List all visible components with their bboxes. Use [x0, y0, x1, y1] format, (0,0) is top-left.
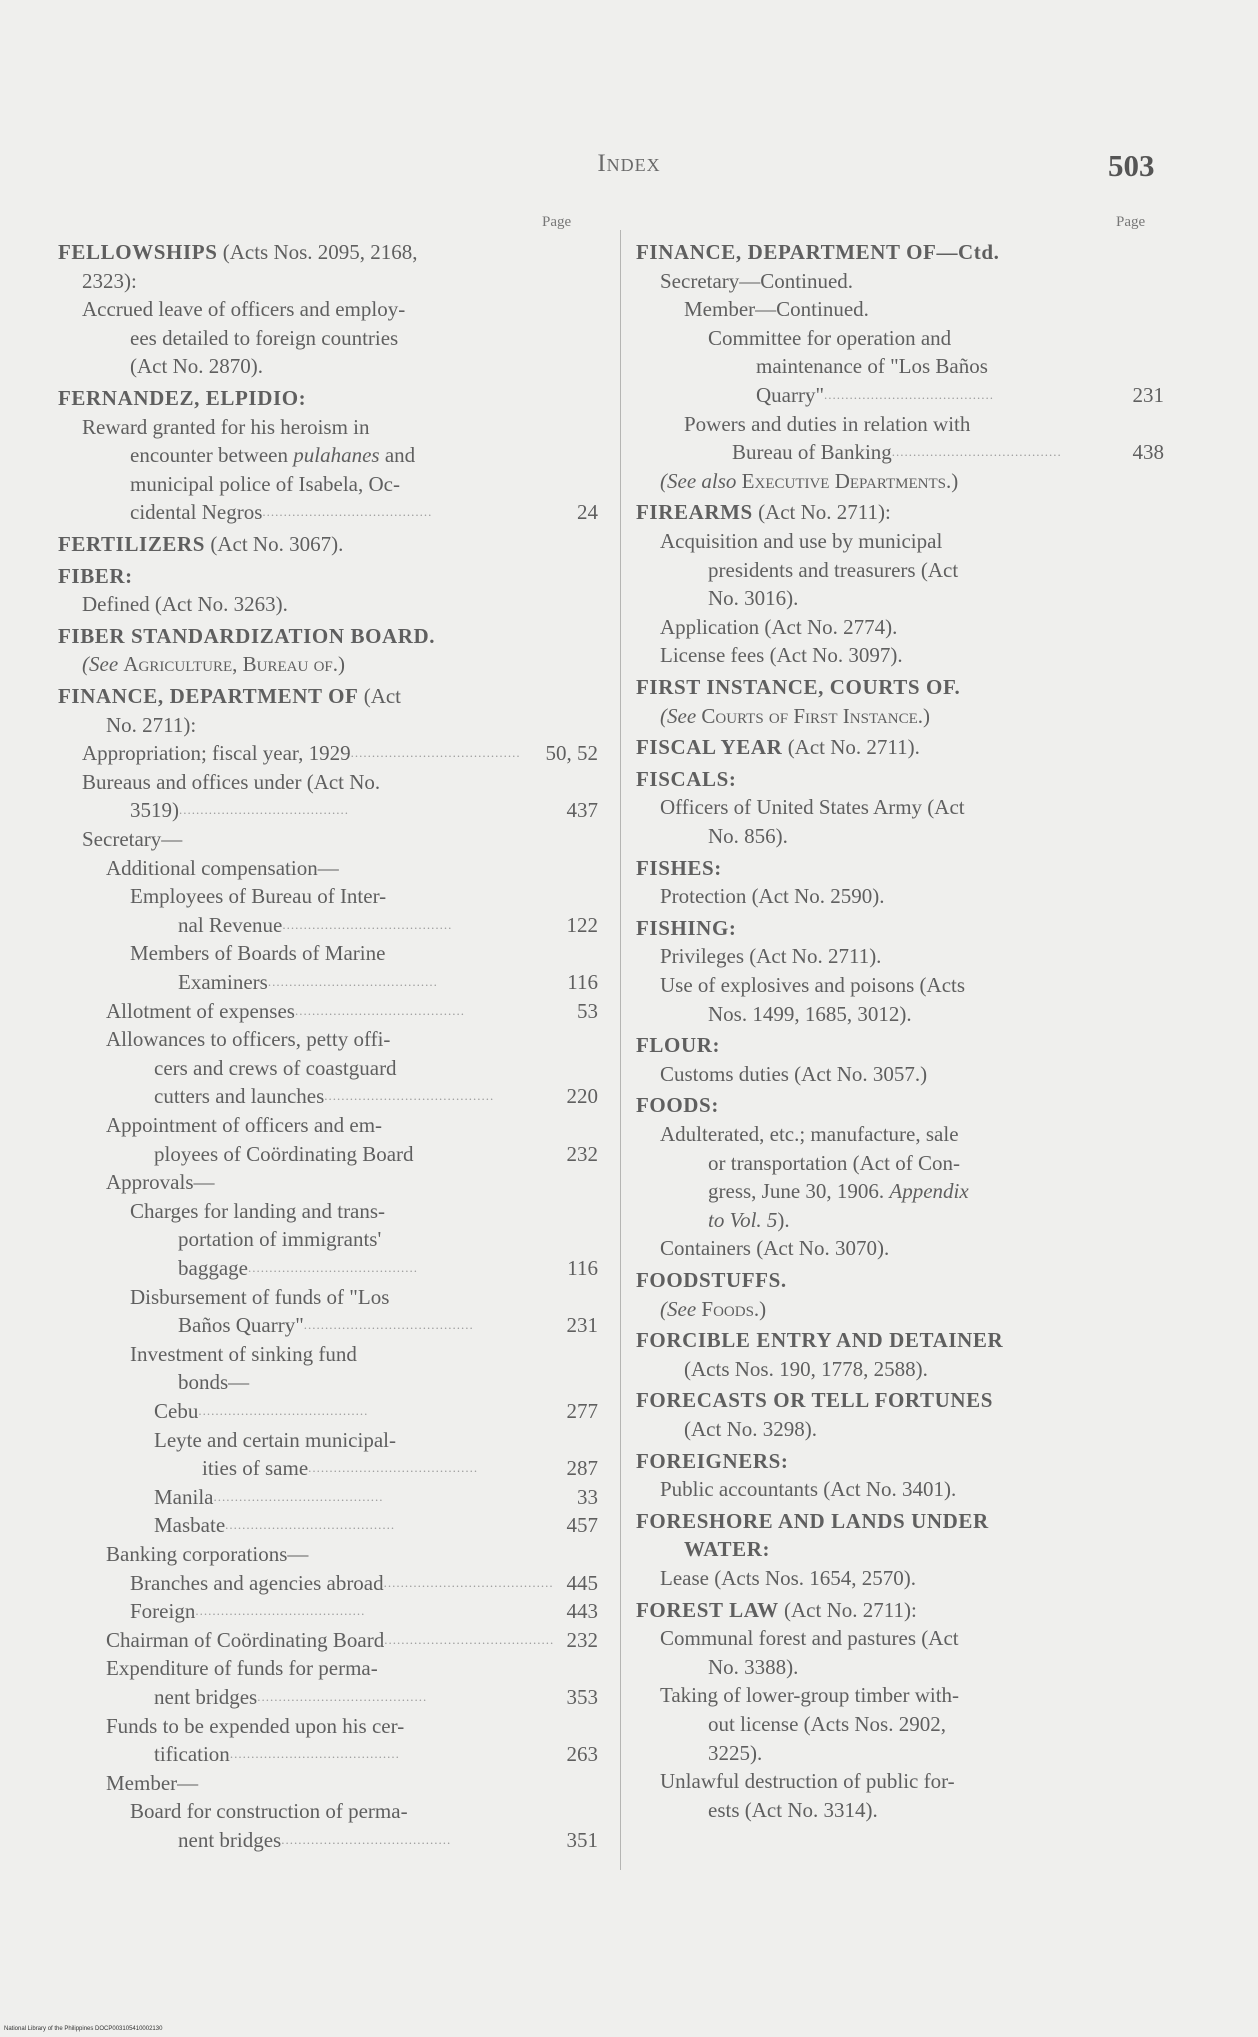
page-ref: 443 — [566, 1599, 598, 1624]
entry-text: Board for construction of perma- — [130, 1799, 408, 1824]
index-line — [636, 1767, 1164, 1796]
entry-text: nal Revenue — [178, 912, 283, 937]
entry-text: Use of explosives and poisons (Acts — [660, 973, 966, 997]
heading-text: FIREARMS — [636, 500, 753, 525]
leader-dots: ........................................ — [308, 1460, 479, 1476]
index-line — [58, 1197, 598, 1226]
index-line — [58, 324, 598, 353]
cross-reference: Executive Departments.) — [741, 468, 959, 493]
entry-text: (Act No. 3298). — [684, 1417, 817, 1441]
entry-text: nent bridges — [178, 1828, 282, 1852]
index-heading — [636, 914, 1164, 943]
index-line — [636, 527, 1164, 556]
page-ref: 277 — [566, 1399, 598, 1423]
entry-text: Masbate — [154, 1513, 226, 1538]
index-line — [636, 1681, 1164, 1710]
index-heading — [636, 1447, 1164, 1476]
index-line — [58, 1569, 598, 1598]
heading-text: FERNANDEZ, ELPIDIO: — [58, 386, 307, 410]
leader-dots: ........................................ — [383, 1574, 554, 1590]
index-line — [636, 942, 1164, 971]
entry-text: Accrued leave of officers and employ- — [82, 297, 406, 322]
cross-reference: Agriculture, Bureau of.) — [123, 652, 346, 677]
entry-text: 2323): — [82, 268, 137, 293]
index-line — [58, 1712, 598, 1741]
entry-text: No. 856). — [708, 824, 788, 848]
leader-dots: ........................................ — [179, 802, 349, 818]
index-line — [636, 1739, 1164, 1768]
heading-text: FOREIGNERS: — [636, 1448, 789, 1473]
index-heading — [58, 238, 598, 267]
index-line — [58, 1626, 598, 1655]
index-line — [58, 1054, 598, 1083]
heading-text: FISHING: — [636, 915, 737, 940]
index-line — [636, 1234, 1164, 1263]
entry-text: No. 3388). — [708, 1654, 799, 1679]
index-line — [636, 1653, 1164, 1682]
index-line — [636, 1177, 1164, 1206]
leader-dots: ........................................ — [294, 1002, 465, 1018]
page-ref: 232 — [566, 1141, 598, 1166]
entry-text: ees detailed to foreign countries — [130, 325, 399, 350]
entry-text: ities of same — [202, 1456, 309, 1481]
page-ref: 231 — [566, 1313, 598, 1338]
index-heading — [636, 1266, 1164, 1295]
entry-text: Examiners — [178, 970, 268, 994]
entry-text: Chairman of Coördinating Board — [106, 1627, 385, 1652]
index-line — [58, 768, 598, 797]
heading-detail: (Act No. 2711): — [752, 500, 891, 525]
entry-text: portation of immigrants' — [178, 1227, 382, 1252]
entry-text: Allotment of expenses — [106, 998, 295, 1023]
index-heading — [636, 733, 1164, 762]
index-line — [58, 1111, 598, 1140]
entry-text: and — [379, 443, 416, 468]
index-line — [636, 1060, 1164, 1089]
leader-dots: ........................................ — [891, 444, 1062, 460]
see-reference: (See — [660, 703, 702, 728]
page-ref: 232 — [566, 1627, 598, 1652]
index-line — [636, 410, 1164, 439]
entry-text: cutters and launches — [154, 1084, 325, 1109]
column-divider — [620, 230, 621, 1870]
index-heading — [636, 238, 1164, 267]
entry-text: cers and crews of coastguard — [154, 1055, 397, 1080]
index-line — [58, 1483, 598, 1512]
index-line — [58, 1397, 598, 1426]
page-ref: 33 — [577, 1484, 598, 1509]
index-line — [636, 1710, 1164, 1739]
index-line — [636, 1000, 1164, 1029]
entry-text: (Acts Nos. 190, 1778, 2588). — [684, 1356, 928, 1381]
leader-dots: ........................................ — [282, 916, 453, 932]
heading-detail: (Act No. 2711): — [778, 1597, 917, 1622]
index-line — [58, 1540, 598, 1569]
entry-text: Privileges (Act No. 2711). — [660, 944, 882, 969]
leader-dots: ........................................ — [213, 1488, 384, 1504]
index-line — [636, 702, 1164, 731]
leader-dots: ........................................ — [257, 1689, 428, 1704]
heading-text: FERTILIZERS — [58, 532, 206, 556]
page-ref: 122 — [566, 912, 598, 937]
index-heading — [58, 530, 598, 559]
index-line — [58, 1254, 598, 1283]
index-line — [636, 438, 1164, 467]
heading-text: FOODS: — [636, 1093, 719, 1118]
index-line — [58, 1082, 598, 1111]
index-line — [58, 1740, 598, 1769]
index-line — [58, 441, 598, 470]
heading-text: FOODSTUFFS. — [636, 1268, 787, 1292]
entry-text: Lease (Acts Nos. 1654, 2570). — [660, 1566, 917, 1590]
entry-text: Appointment of officers and em- — [106, 1113, 383, 1137]
heading-text: FORESHORE AND LANDS UNDER — [636, 1508, 989, 1533]
index-heading — [636, 765, 1164, 794]
entry-text: 3225). — [708, 1740, 763, 1765]
entry-text: encounter between — [130, 443, 294, 468]
leader-dots: ........................................ — [281, 1832, 452, 1847]
heading-text: WATER: — [684, 1537, 771, 1562]
index-line — [58, 1168, 598, 1197]
index-line — [636, 584, 1164, 613]
index-line — [58, 1340, 598, 1369]
index-line — [636, 882, 1164, 911]
entry-text: nent bridges — [154, 1685, 258, 1709]
italic-text: to Vol. 5 — [708, 1207, 778, 1232]
entry-text: Disbursement of funds of "Los — [130, 1284, 390, 1309]
index-heading — [636, 1031, 1164, 1060]
leader-dots: ........................................ — [267, 974, 438, 989]
index-line — [58, 1597, 598, 1626]
leader-dots: ........................................ — [824, 387, 995, 402]
page-ref: 457 — [566, 1513, 598, 1538]
index-line — [58, 650, 598, 679]
heading-text: FIBER: — [58, 563, 133, 588]
index-line — [636, 324, 1164, 353]
index-line — [636, 1796, 1164, 1825]
heading-text: FISCALS: — [636, 766, 737, 791]
index-line — [636, 1206, 1164, 1235]
index-line — [58, 1225, 598, 1254]
heading-text: FORECASTS OR TELL FORTUNES — [636, 1388, 993, 1413]
entry-text: Adulterated, etc.; manufacture, sale — [660, 1122, 959, 1146]
index-line — [58, 1826, 598, 1855]
entry-text: Expenditure of funds for perma- — [106, 1656, 378, 1681]
entry-text: Additional compensation— — [106, 855, 339, 880]
index-heading — [636, 1507, 1164, 1536]
heading-text: FOREST LAW — [636, 1597, 779, 1622]
index-line — [636, 1415, 1164, 1444]
page-column-label: Page — [542, 214, 572, 230]
entry-text: Powers and duties in relation with — [684, 411, 971, 436]
entry-text: Customs duties (Act No. 3057.) — [660, 1061, 928, 1086]
index-line — [58, 1025, 598, 1054]
entry-text: Members of Boards of Marine — [130, 941, 386, 966]
entry-text: cidental Negros — [130, 500, 263, 525]
see-reference: (See also — [660, 468, 742, 493]
index-line — [58, 1797, 598, 1826]
heading-detail: (Act No. 3067). — [205, 532, 344, 556]
entry-text: Reward granted for his heroism in — [82, 414, 370, 439]
index-heading — [58, 384, 598, 413]
entry-text: Protection (Act No. 2590). — [660, 884, 885, 909]
index-heading — [636, 1091, 1164, 1120]
entry-text: Investment of sinking fund — [130, 1341, 357, 1366]
page-ref: 287 — [566, 1456, 598, 1481]
entry-text: Public accountants (Act No. 3401). — [660, 1477, 957, 1502]
index-line — [636, 467, 1164, 496]
index-heading — [636, 673, 1164, 702]
index-line — [636, 352, 1164, 381]
page-ref: 53 — [577, 998, 598, 1023]
index-line — [636, 822, 1164, 851]
leader-dots: ........................................ — [262, 504, 433, 520]
index-line — [58, 295, 598, 324]
index-line — [636, 267, 1164, 296]
entry-text: Employees of Bureau of Inter- — [130, 884, 387, 909]
heading-text: FINANCE, DEPARTMENT OF — [58, 684, 359, 708]
index-line — [58, 825, 598, 854]
entry-text: or transportation (Act of Con- — [708, 1150, 960, 1175]
entry-text: Allowances to officers, petty offi- — [106, 1027, 391, 1052]
index-line — [636, 295, 1164, 324]
entry-text: Acquisition and use by municipal — [660, 529, 943, 553]
page-ref: 220 — [566, 1084, 598, 1109]
entry-text: Manila — [154, 1484, 214, 1509]
heading-text: FISCAL YEAR — [636, 735, 783, 760]
page-ref: 445 — [566, 1570, 598, 1595]
index-line — [58, 352, 598, 381]
entry-text: Application (Act No. 2774). — [660, 614, 898, 639]
index-line — [636, 1355, 1164, 1384]
heading-text: FORCIBLE ENTRY AND DETAINER — [636, 1328, 1004, 1353]
index-line — [58, 796, 598, 825]
cross-reference: Courts of First Instance.) — [701, 703, 930, 728]
see-reference: (See — [82, 652, 124, 677]
index-line — [636, 1564, 1164, 1593]
page-ref: 351 — [566, 1828, 598, 1852]
index-line — [58, 711, 598, 740]
index-line — [58, 498, 598, 527]
index-line — [636, 641, 1164, 670]
entry-text: Branches and agencies abroad — [130, 1570, 384, 1595]
index-line — [636, 1120, 1164, 1149]
leader-dots: ........................................ — [198, 1403, 369, 1418]
index-line — [636, 1624, 1164, 1653]
entry-text: Bureau of Banking — [732, 440, 892, 465]
index-line — [636, 381, 1164, 410]
entry-text: ployees of Coördinating Board — [154, 1141, 414, 1166]
page-ref: 353 — [566, 1685, 598, 1709]
entry-text: Communal forest and pastures (Act — [660, 1626, 959, 1651]
index-heading — [636, 498, 1164, 527]
index-line — [58, 1511, 598, 1540]
entry-text: No. 2711): — [106, 712, 197, 737]
entry-text: Approvals— — [106, 1170, 215, 1195]
index-heading — [636, 1386, 1164, 1415]
index-line — [636, 613, 1164, 642]
entry-text: Charges for landing and trans- — [130, 1198, 386, 1223]
leader-dots: ........................................ — [350, 745, 521, 761]
italic-text: pulahanes — [293, 443, 380, 468]
entry-text: Nos. 1499, 1685, 3012). — [708, 1001, 912, 1026]
cross-reference: Foods.) — [701, 1296, 767, 1321]
index-heading — [58, 562, 598, 591]
heading-text: FIRST INSTANCE, COURTS OF. — [636, 675, 961, 699]
index-line — [636, 1149, 1164, 1178]
page-ref: 50, 52 — [545, 741, 598, 766]
page-column-label: Page — [1116, 214, 1146, 230]
index-heading — [636, 1326, 1164, 1355]
index-line — [58, 267, 598, 296]
page-ref: 231 — [1132, 383, 1164, 407]
entry-text: Funds to be expended upon his cer- — [106, 1713, 405, 1738]
index-line — [58, 413, 598, 442]
index-heading — [636, 1596, 1164, 1625]
entry-text: Secretary— — [82, 827, 183, 851]
heading-text: FELLOWSHIPS — [58, 240, 218, 264]
page-number: 503 — [1108, 148, 1155, 183]
index-line — [58, 1140, 598, 1169]
heading-text: FLOUR: — [636, 1033, 721, 1058]
index-line — [58, 1283, 598, 1312]
index-line — [636, 971, 1164, 1000]
index-line — [636, 793, 1164, 822]
entry-text: baggage — [178, 1256, 248, 1280]
entry-text: Taking of lower-group timber with- — [660, 1683, 960, 1708]
entry-text: Member— — [106, 1770, 199, 1795]
entry-text: Appropriation; fiscal year, 1929 — [82, 741, 351, 766]
index-line — [58, 470, 598, 499]
index-line — [58, 911, 598, 940]
index-heading — [636, 1535, 1164, 1564]
entry-text: tification — [154, 1742, 230, 1767]
page-ref: 116 — [567, 1256, 598, 1280]
italic-text: Appendix — [889, 1179, 969, 1204]
index-heading — [58, 682, 598, 711]
entry-text: presidents and treasurers (Act — [708, 557, 959, 582]
entry-text: gress, June 30, 1906. — [708, 1179, 890, 1204]
entry-text: Banking corporations— — [106, 1542, 309, 1566]
entry-text: Baños Quarry" — [178, 1313, 304, 1338]
index-line — [58, 997, 598, 1026]
index-line — [636, 1475, 1164, 1504]
index-line — [58, 590, 598, 619]
heading-detail: (Act No. 2711). — [782, 735, 920, 760]
heading-text: FINANCE, DEPARTMENT OF—Ctd. — [636, 240, 1000, 264]
index-line — [58, 968, 598, 997]
index-line — [58, 1368, 598, 1397]
entry-text: ). — [777, 1207, 790, 1232]
entry-text: No. 3016). — [708, 586, 799, 611]
leader-dots: ........................................ — [384, 1631, 555, 1647]
heading-detail: (Act — [358, 684, 402, 708]
index-line — [58, 1769, 598, 1798]
entry-text: 3519) — [130, 798, 179, 823]
index-line — [58, 739, 598, 768]
entry-text: maintenance of "Los Baños — [756, 354, 988, 379]
entry-text: (Act No. 2870). — [130, 354, 263, 379]
index-line — [58, 854, 598, 883]
entry-text: Bureaus and offices under (Act No. — [82, 769, 381, 794]
entry-text: out license (Acts Nos. 2902, — [708, 1712, 946, 1736]
index-heading — [636, 854, 1164, 883]
scan-footer: National Library of the Philippines DOCP003105410002130 — [4, 2026, 163, 2032]
index-line — [58, 939, 598, 968]
entry-text: Containers (Act No. 3070). — [660, 1236, 890, 1261]
index-heading — [58, 622, 598, 651]
heading-text: FISHES: — [636, 855, 722, 880]
entry-text: Quarry" — [756, 383, 825, 407]
page-ref: 116 — [567, 970, 598, 994]
entry-text: Officers of United States Army (Act — [660, 795, 965, 820]
leader-dots: ........................................ — [247, 1260, 418, 1275]
leader-dots: ........................................ — [303, 1317, 474, 1333]
index-line — [58, 1454, 598, 1483]
entry-text: Secretary—Continued. — [660, 268, 854, 293]
index-line — [58, 1654, 598, 1683]
entry-text: bonds— — [178, 1370, 250, 1395]
page-ref: 437 — [566, 798, 598, 823]
index-line — [58, 1311, 598, 1340]
page-ref: 263 — [566, 1742, 598, 1767]
page-ref: 24 — [577, 500, 598, 525]
leader-dots: ........................................ — [229, 1746, 400, 1762]
running-head: Index — [597, 150, 661, 177]
index-line — [636, 556, 1164, 585]
heading-text: FIBER STANDARDIZATION BOARD. — [58, 623, 436, 648]
index-line — [58, 1426, 598, 1455]
leader-dots: ........................................ — [324, 1088, 495, 1104]
index-line — [58, 1683, 598, 1712]
heading-detail: (Acts Nos. 2095, 2168, — [217, 240, 418, 264]
entry-text: Member—Continued. — [684, 297, 869, 322]
entry-text: Leyte and certain municipal- — [154, 1427, 396, 1452]
entry-text: municipal police of Isabela, Oc- — [130, 471, 400, 496]
entry-text: Unlawful destruction of public for- — [660, 1769, 955, 1794]
leader-dots: ........................................ — [225, 1517, 396, 1533]
see-reference: (See — [660, 1296, 702, 1321]
entry-text: Foreign — [130, 1599, 196, 1624]
page-ref: 438 — [1132, 440, 1164, 465]
index-line — [58, 882, 598, 911]
entry-text: Committee for operation and — [708, 325, 952, 350]
entry-text: ests (Act No. 3314). — [708, 1797, 878, 1822]
entry-text: Cebu — [154, 1399, 199, 1423]
index-line — [636, 1295, 1164, 1324]
entry-text: License fees (Act No. 3097). — [660, 643, 903, 668]
entry-text: Defined (Act No. 3263). — [82, 592, 288, 617]
leader-dots: ........................................ — [195, 1603, 366, 1619]
